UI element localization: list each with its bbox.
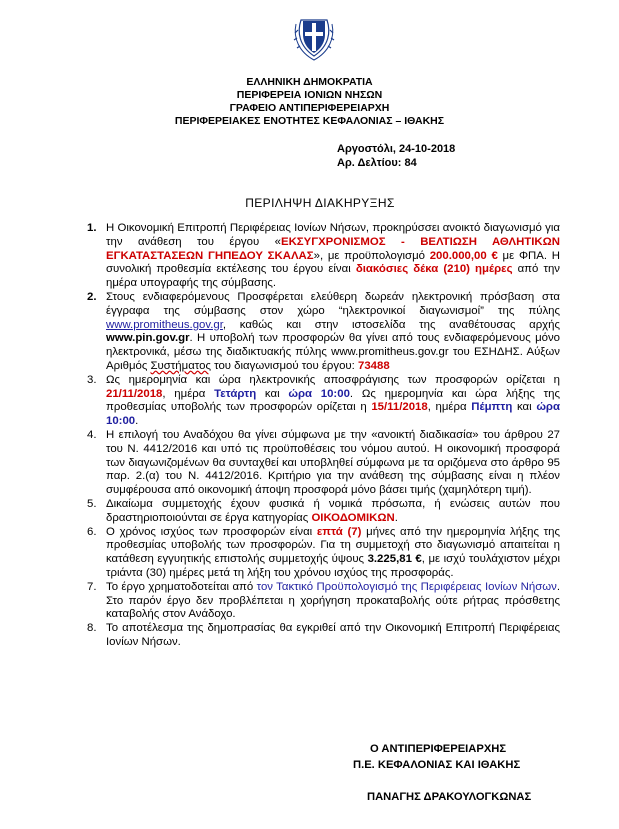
item-text: . Στο παρόν έργο δεν προβλέπεται η χορήγηση προκαταβολής ούτε ρήτρας πρόσθετης καταβολής στον Ανάδοχο. (106, 580, 560, 621)
announcement-list (80, 222, 560, 650)
list-item (80, 498, 560, 526)
item-text: και (512, 401, 537, 414)
signature-unit: Π.Ε. ΚΕΦΑΛΟΝΙΑΣ ΚΑΙ ΙΘΑΚΗΣ (353, 759, 521, 771)
opening-date: 21/11/2018 (106, 387, 163, 400)
item-text: Στους ενδιαφερόμενους Προσφέρεται ελεύθερη δωρεάν ηλεκτρονική πρόσβαση στα έγγραφα της σύμβασης στον χώρο “ηλεκτρονικοί διαγωνισμοί” της πύλης (106, 290, 560, 317)
item-number: 5. (87, 497, 97, 510)
signature-role: Ο ΑΝΤΙΠΕΡΙΦΕΡΕΙΑΡΧΗΣ (370, 743, 507, 755)
item-text: του διαγωνισμού του έργου: (210, 359, 358, 372)
project-name: ΕΚΣΥΓΧΡΟΝΙΣΜΟΣ - ΒΕΛΤΙΩΣΗ ΑΘΛΗΤΙΚΩΝ ΕΓΚΑΤΑΣΤΑΣΕΩΝ ΓΗΠΕΔΟΥ ΣΚΑΛΑΣ (106, 235, 560, 262)
signature-name: ΠΑΝΑΓΗΣ ΔΡΑΚΟΥΛΟΓΚΩΝΑΣ (367, 791, 532, 803)
item-text: Το έργο χρηματοδοτείται από (106, 580, 257, 593)
deadline-date: 15/11/2018 (371, 401, 428, 414)
deadline-day: Πέμπτη (471, 401, 513, 414)
item-text: . Η υποβολή των προσφορών θα γίνει από τους ενδιαφερόμενους μόνο ηλεκτρονικά, μέσω της διαδικτυακής πύλης www.promitheus.gov.gr του ΕΣΗΔΗΣ. Αύξων Αριθμός (106, 332, 560, 372)
date-line: Αργοστόλι, 24-10-2018 (337, 143, 456, 155)
item-text: , ημέρα (427, 401, 472, 414)
header-line-region: ΠΕΡΙΦΕΡΕΙΑ ΙΟΝΙΩΝ ΝΗΣΩΝ (236, 89, 383, 101)
item-text: . Ως ημερομηνία και ώρα λήξης της προθεσμίας υποβολής των προσφορών ορίζεται η (106, 387, 560, 414)
item-text: Η Οικονομική Επιτροπή Περιφέρειας Ιονίων Νήσων, προκηρύσσει ανοικτό διαγωνισμό για την ανάθεση του έργου « (106, 222, 560, 248)
validity-value: επτά (7) (316, 525, 362, 538)
item-text: και (256, 387, 289, 400)
item-text: Ως ημερομηνία και ώρα ηλεκτρονικής αποσφράγισης των προσφορών ορίζεται η (106, 373, 560, 386)
budget-amount: 200.000,00 € (429, 249, 498, 262)
item-number: 3. (87, 373, 97, 386)
header-line-country: ΕΛΛΗΝΙΚΗ ΔΗΜΟΚΡΑΤΙΑ (246, 76, 373, 88)
page-title: ΠΕΡΙΛΗΨΗ ΔΙΑΚΗΡΥΞΗΣ (245, 196, 395, 210)
guarantee-amount: 3.225,81 € (367, 553, 422, 566)
item-text: με ΦΠΑ. Η συνολική προθεσμία εκτέλεσης του έργου είναι (106, 249, 560, 276)
item-number: 1. (87, 222, 97, 234)
bulletin-number: Αρ. Δελτίου: 84 (337, 157, 417, 169)
item-text: , καθώς και στην ιστοσελίδα της αναθέτουσας αρχής (222, 318, 560, 331)
spellcheck-word: Συστήματος (150, 359, 211, 372)
item-text: Η επιλογή του Αναδόχου θα γίνει σύμφωνα με την «ανοικτή διαδικασία» του άρθρου 27 του Ν. 4412/2016 και υπό τις προϋποθέσεις του νόμου αυτού. Η οικονομική προσφορά των διαγωνιζομένων θα συνταχθεί και υποβληθεί σύμφωνα με τα οριζόμενα στο άρθρο 95 παρ. 2.(α) του Ν. 4412/2016. Κριτήριο για την ανάθεση της σύμβασης είναι η πλέον συμφέρουσα από οικονομική άποψη προσφορά μόνο βάσει τιμής (χαμηλότερη τιμή). (106, 428, 560, 497)
promitheus-link[interactable]: www.promitheus.gov.gr (106, 318, 223, 331)
item-number: 6. (87, 525, 97, 538)
item-number: 4. (87, 428, 97, 441)
item-text: μήνες από την ημερομηνία λήξης της προθεσμίας υποβολής των προσφορών. Για τη συμμετοχή στο διαγωνισμό απαιτείται η κατάθεση εγγυητικής επιστολής συμμετοχής ύψους (106, 525, 560, 566)
funding-source: τον Τακτικό Προϋπολογισμό της Περιφέρειας Ιονίων Νήσων (256, 580, 557, 593)
item-text: από την ημέρα υπογραφής της σύμβασης. (106, 263, 561, 290)
item-text: Ο χρόνος ισχύος των προσφορών είναι (106, 525, 317, 538)
item-text: », με προϋπολογισμό (313, 249, 430, 262)
system-number: 73488 (358, 359, 390, 372)
date-block (337, 142, 455, 170)
list-item (80, 526, 560, 581)
opening-time: ώρα 10:00 (288, 387, 350, 400)
list-item (80, 291, 560, 374)
item-text: , με ισχύ τουλάχιστον μέχρι τριάντα (30) ημέρες μετά τη λήξη του χρόνου ισχύος της προσφοράς. (106, 553, 560, 579)
item-text: Το αποτέλεσμα της δημοπρασίας θα εγκριθεί από την Οικονομική Επιτροπή Περιφέρειας Ιονίων Νήσων. (106, 622, 560, 648)
pin-website: www.pin.gov.gr (106, 332, 190, 345)
deadline-time: ώρα 10:00 (106, 401, 560, 428)
list-item (80, 222, 560, 291)
header-line-units: ΠΕΡΙΦΕΡΕΙΑΚΕΣ ΕΝΟΤΗΤΕΣ ΚΕΦΑΛΟΝΙΑΣ – ΙΘΑΚΗΣ (174, 115, 445, 127)
header-line-office: ΓΡΑΦΕΙΟ ΑΝΤΙΠΕΡΙΦΕΡΕΙΑΡΧΗ (229, 102, 390, 114)
greek-coat-of-arms-icon (293, 10, 335, 62)
item-text: Δικαίωμα συμμετοχής έχουν φυσικά ή νομικά πρόσωπα, ή ενώσεις αυτών που δραστηριοποιούνται σε έργα κατηγορίας (106, 497, 560, 524)
item-text: . (135, 415, 139, 428)
list-item (80, 581, 560, 622)
item-number: 7. (87, 580, 97, 593)
item-text: , ημέρα (162, 387, 215, 400)
list-item (80, 622, 560, 650)
opening-day: Τετάρτη (214, 387, 257, 400)
item-number: 2. (87, 290, 97, 303)
document-header (0, 76, 619, 128)
duration-value: διακόσιες δέκα (210) ημέρες (355, 263, 513, 276)
list-item (80, 374, 560, 429)
item-number: 8. (87, 622, 97, 635)
item-text: . (394, 511, 398, 524)
category-value: ΟΙΚΟΔΟΜΙΚΩΝ (311, 511, 395, 524)
list-item (80, 429, 560, 498)
